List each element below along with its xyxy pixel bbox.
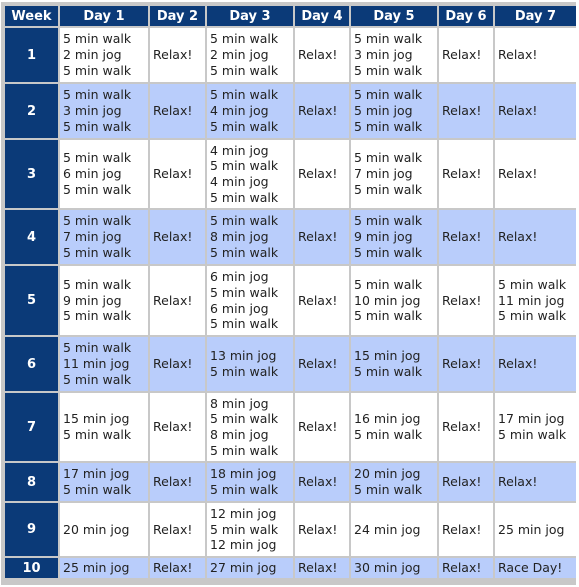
day-4-cell bbox=[295, 210, 349, 264]
workout-step: 5 min walk bbox=[63, 276, 132, 292]
workout-step: 5 min walk bbox=[63, 244, 132, 260]
workout-step: Relax! bbox=[153, 292, 193, 308]
day-2-cell bbox=[150, 210, 205, 264]
workout-step: Relax! bbox=[153, 419, 193, 435]
workout-step: Relax! bbox=[153, 474, 193, 490]
workout-step: Relax! bbox=[442, 521, 482, 537]
day-6-cell bbox=[439, 337, 493, 391]
workout-step: Relax! bbox=[442, 166, 482, 182]
workout-step: 5 min jog bbox=[354, 103, 413, 119]
workout-step: 5 min walk bbox=[63, 213, 132, 229]
workout-step: 2 min jog bbox=[210, 47, 269, 63]
workout-step: 7 min jog bbox=[354, 166, 413, 182]
day-1-cell bbox=[60, 84, 148, 138]
workout-step: 5 min walk bbox=[354, 276, 423, 292]
workout-step: Relax! bbox=[298, 560, 338, 576]
week-number: 7 bbox=[5, 393, 58, 461]
workout-step: 25 min jog bbox=[63, 560, 130, 576]
workout-step: Relax! bbox=[298, 521, 338, 537]
column-header-day-6: Day 6 bbox=[439, 6, 493, 26]
day-4-cell bbox=[295, 463, 349, 501]
day-1-cell bbox=[60, 503, 148, 556]
day-3-cell bbox=[207, 140, 293, 208]
workout-step: 13 min jog bbox=[210, 348, 277, 364]
workout-step: Relax! bbox=[298, 229, 338, 245]
workout-step: 8 min jog bbox=[210, 229, 269, 245]
day-5-cell bbox=[351, 558, 437, 578]
day-7-cell bbox=[495, 463, 576, 501]
workout-step: 25 min jog bbox=[498, 521, 565, 537]
column-header-day-5: Day 5 bbox=[351, 6, 437, 26]
day-1-cell bbox=[60, 558, 148, 578]
table-row bbox=[5, 463, 576, 501]
day-3-cell bbox=[207, 393, 293, 461]
week-number: 9 bbox=[5, 503, 58, 556]
workout-step: 2 min jog bbox=[63, 47, 122, 63]
workout-step: 4 min jog bbox=[210, 103, 269, 119]
day-7-cell bbox=[495, 337, 576, 391]
table-row bbox=[5, 84, 576, 138]
workout-step: Relax! bbox=[442, 474, 482, 490]
workout-step: 5 min walk bbox=[498, 308, 567, 324]
workout-step: 5 min walk bbox=[354, 308, 423, 324]
workout-step: 5 min walk bbox=[354, 364, 423, 379]
workout-step: 5 min walk bbox=[354, 427, 423, 442]
day-6-cell bbox=[439, 503, 493, 556]
workout-step: 5 min walk bbox=[354, 181, 423, 197]
day-7-cell bbox=[495, 266, 576, 335]
week-number: 1 bbox=[5, 28, 58, 82]
workout-step: 5 min walk bbox=[210, 316, 279, 332]
workout-step: 5 min walk bbox=[354, 87, 423, 103]
workout-step: Relax! bbox=[442, 560, 482, 576]
workout-step: 4 min jog bbox=[210, 174, 269, 189]
workout-step: Relax! bbox=[498, 166, 538, 182]
day-7-cell bbox=[495, 28, 576, 82]
day-4-cell bbox=[295, 337, 349, 391]
column-header-day-7: Day 7 bbox=[495, 6, 576, 26]
workout-step: Relax! bbox=[298, 103, 338, 119]
workout-step: Relax! bbox=[298, 47, 338, 63]
day-2-cell bbox=[150, 503, 205, 556]
workout-step: 5 min walk bbox=[63, 308, 132, 324]
workout-step: 6 min jog bbox=[210, 300, 269, 316]
table-row bbox=[5, 558, 576, 578]
day-3-cell bbox=[207, 463, 293, 501]
day-5-cell bbox=[351, 266, 437, 335]
day-3-cell bbox=[207, 558, 293, 578]
workout-step: Relax! bbox=[298, 292, 338, 308]
workout-step: 3 min jog bbox=[354, 47, 413, 63]
workout-step: Relax! bbox=[153, 103, 193, 119]
workout-step: 18 min jog bbox=[210, 466, 277, 482]
workout-step: 9 min jog bbox=[63, 292, 122, 308]
workout-step: 5 min walk bbox=[354, 482, 423, 497]
column-header-day-2: Day 2 bbox=[150, 6, 205, 26]
workout-step: 5 min walk bbox=[63, 427, 132, 442]
workout-step: 5 min walk bbox=[498, 276, 567, 292]
table-row bbox=[5, 140, 576, 208]
header-row bbox=[5, 6, 576, 26]
day-1-cell bbox=[60, 393, 148, 461]
workout-step: 5 min walk bbox=[63, 62, 132, 78]
workout-step: Relax! bbox=[153, 47, 193, 63]
workout-step: 4 min jog bbox=[210, 142, 269, 158]
workout-step: 12 min jog bbox=[210, 505, 277, 521]
workout-step: 10 min jog bbox=[354, 292, 421, 308]
workout-step: Relax! bbox=[442, 292, 482, 308]
workout-step: 5 min walk bbox=[210, 244, 279, 260]
workout-step: Relax! bbox=[298, 166, 338, 182]
workout-step: 5 min walk bbox=[63, 340, 132, 356]
day-2-cell bbox=[150, 337, 205, 391]
table-row bbox=[5, 393, 576, 461]
day-2-cell bbox=[150, 84, 205, 138]
day-4-cell bbox=[295, 558, 349, 578]
workout-step: Relax! bbox=[498, 356, 538, 372]
workout-step: 9 min jog bbox=[354, 229, 413, 245]
day-7-cell bbox=[495, 84, 576, 138]
day-1-cell bbox=[60, 463, 148, 501]
workout-step: 20 min jog bbox=[354, 466, 421, 482]
week-number: 3 bbox=[5, 140, 58, 208]
workout-step: 15 min jog bbox=[63, 411, 130, 427]
workout-step: Relax! bbox=[442, 103, 482, 119]
day-2-cell bbox=[150, 393, 205, 461]
workout-step: 5 min walk bbox=[354, 244, 423, 260]
training-schedule bbox=[1, 2, 576, 585]
workout-step: Relax! bbox=[298, 356, 338, 372]
workout-step: Relax! bbox=[153, 229, 193, 245]
workout-step: 5 min walk bbox=[63, 371, 132, 387]
workout-step: 7 min jog bbox=[63, 229, 122, 245]
workout-step: 6 min jog bbox=[210, 269, 269, 285]
day-4-cell bbox=[295, 503, 349, 556]
day-1-cell bbox=[60, 337, 148, 391]
workout-step: 3 min jog bbox=[63, 103, 122, 119]
column-header-week: Week bbox=[5, 6, 58, 26]
workout-step: Relax! bbox=[498, 474, 538, 490]
day-2-cell bbox=[150, 28, 205, 82]
workout-step: 5 min walk bbox=[354, 150, 423, 166]
workout-step: Relax! bbox=[442, 419, 482, 435]
workout-step: 20 min jog bbox=[63, 521, 130, 537]
table-row bbox=[5, 337, 576, 391]
week-number: 6 bbox=[5, 337, 58, 391]
workout-step: 5 min walk bbox=[210, 521, 279, 537]
workout-step: 11 min jog bbox=[498, 292, 565, 308]
day-2-cell bbox=[150, 463, 205, 501]
workout-step: 27 min jog bbox=[210, 560, 277, 576]
day-4-cell bbox=[295, 140, 349, 208]
day-3-cell bbox=[207, 337, 293, 391]
workout-step: 6 min jog bbox=[63, 166, 122, 182]
day-6-cell bbox=[439, 463, 493, 501]
day-1-cell bbox=[60, 28, 148, 82]
day-1-cell bbox=[60, 210, 148, 264]
workout-step: 5 min walk bbox=[63, 118, 132, 134]
workout-step: Relax! bbox=[442, 47, 482, 63]
workout-step: 5 min walk bbox=[210, 364, 279, 379]
workout-step: Relax! bbox=[153, 166, 193, 182]
day-7-cell bbox=[495, 140, 576, 208]
day-2-cell bbox=[150, 266, 205, 335]
day-6-cell bbox=[439, 28, 493, 82]
workout-step: Relax! bbox=[298, 474, 338, 490]
workout-step: 17 min jog bbox=[498, 411, 565, 427]
schedule-body bbox=[5, 28, 576, 578]
workout-step: 5 min walk bbox=[354, 31, 423, 47]
workout-step: 5 min walk bbox=[210, 189, 279, 205]
workout-step: 5 min walk bbox=[63, 31, 132, 47]
table-row bbox=[5, 503, 576, 556]
workout-step: Relax! bbox=[498, 103, 538, 119]
workout-step: 5 min walk bbox=[210, 31, 279, 47]
day-5-cell bbox=[351, 140, 437, 208]
workout-step: Relax! bbox=[153, 560, 193, 576]
workout-step: 11 min jog bbox=[63, 356, 130, 372]
schedule-table bbox=[3, 4, 578, 580]
workout-step: 5 min walk bbox=[210, 411, 279, 427]
day-4-cell bbox=[295, 28, 349, 82]
workout-step: 17 min jog bbox=[63, 466, 130, 482]
day-4-cell bbox=[295, 84, 349, 138]
day-2-cell bbox=[150, 140, 205, 208]
day-5-cell bbox=[351, 210, 437, 264]
week-number: 10 bbox=[5, 558, 58, 578]
day-6-cell bbox=[439, 393, 493, 461]
day-3-cell bbox=[207, 210, 293, 264]
workout-step: 5 min walk bbox=[210, 118, 279, 134]
workout-step: 5 min walk bbox=[63, 87, 132, 103]
day-7-cell bbox=[495, 210, 576, 264]
workout-step: 24 min jog bbox=[354, 521, 421, 537]
workout-step: 15 min jog bbox=[354, 348, 421, 364]
day-5-cell bbox=[351, 503, 437, 556]
workout-step: 5 min walk bbox=[210, 213, 279, 229]
day-6-cell bbox=[439, 140, 493, 208]
column-header-day-4: Day 4 bbox=[295, 6, 349, 26]
workout-step: 5 min walk bbox=[210, 62, 279, 78]
workout-step: Race Day! bbox=[498, 560, 563, 576]
workout-step: Relax! bbox=[498, 47, 538, 63]
day-7-cell bbox=[495, 393, 576, 461]
day-5-cell bbox=[351, 84, 437, 138]
day-3-cell bbox=[207, 503, 293, 556]
workout-step: Relax! bbox=[442, 356, 482, 372]
workout-step: 5 min walk bbox=[210, 284, 279, 300]
day-1-cell bbox=[60, 140, 148, 208]
day-6-cell bbox=[439, 558, 493, 578]
day-5-cell bbox=[351, 393, 437, 461]
week-number: 2 bbox=[5, 84, 58, 138]
table-row bbox=[5, 28, 576, 82]
day-4-cell bbox=[295, 393, 349, 461]
workout-step: 5 min walk bbox=[354, 213, 423, 229]
day-6-cell bbox=[439, 266, 493, 335]
workout-step: Relax! bbox=[153, 356, 193, 372]
table-row bbox=[5, 266, 576, 335]
week-number: 4 bbox=[5, 210, 58, 264]
workout-step: Relax! bbox=[153, 521, 193, 537]
day-5-cell bbox=[351, 337, 437, 391]
workout-step: 30 min jog bbox=[354, 560, 421, 576]
week-number: 8 bbox=[5, 463, 58, 501]
workout-step: 8 min jog bbox=[210, 427, 269, 442]
day-7-cell bbox=[495, 558, 576, 578]
day-6-cell bbox=[439, 84, 493, 138]
week-number: 5 bbox=[5, 266, 58, 335]
workout-step: 5 min walk bbox=[210, 442, 279, 458]
column-header-day-3: Day 3 bbox=[207, 6, 293, 26]
day-3-cell bbox=[207, 28, 293, 82]
workout-step: 5 min walk bbox=[63, 482, 132, 497]
day-3-cell bbox=[207, 266, 293, 335]
workout-step: 5 min walk bbox=[63, 181, 132, 197]
workout-step: 5 min walk bbox=[354, 62, 423, 78]
workout-step: 5 min walk bbox=[498, 427, 567, 442]
day-4-cell bbox=[295, 266, 349, 335]
table-row bbox=[5, 210, 576, 264]
workout-step: 5 min walk bbox=[210, 482, 279, 497]
workout-step: Relax! bbox=[298, 419, 338, 435]
day-7-cell bbox=[495, 503, 576, 556]
day-1-cell bbox=[60, 266, 148, 335]
workout-step: 8 min jog bbox=[210, 395, 269, 411]
workout-step: 5 min walk bbox=[354, 118, 423, 134]
workout-step: Relax! bbox=[442, 229, 482, 245]
workout-step: 16 min jog bbox=[354, 411, 421, 427]
day-5-cell bbox=[351, 463, 437, 501]
day-3-cell bbox=[207, 84, 293, 138]
workout-step: 5 min walk bbox=[63, 150, 132, 166]
workout-step: 5 min walk bbox=[210, 87, 279, 103]
workout-step: 5 min walk bbox=[210, 158, 279, 174]
day-5-cell bbox=[351, 28, 437, 82]
workout-step: Relax! bbox=[498, 229, 538, 245]
day-2-cell bbox=[150, 558, 205, 578]
column-header-day-1: Day 1 bbox=[60, 6, 148, 26]
day-6-cell bbox=[439, 210, 493, 264]
workout-step: 12 min jog bbox=[210, 537, 277, 553]
